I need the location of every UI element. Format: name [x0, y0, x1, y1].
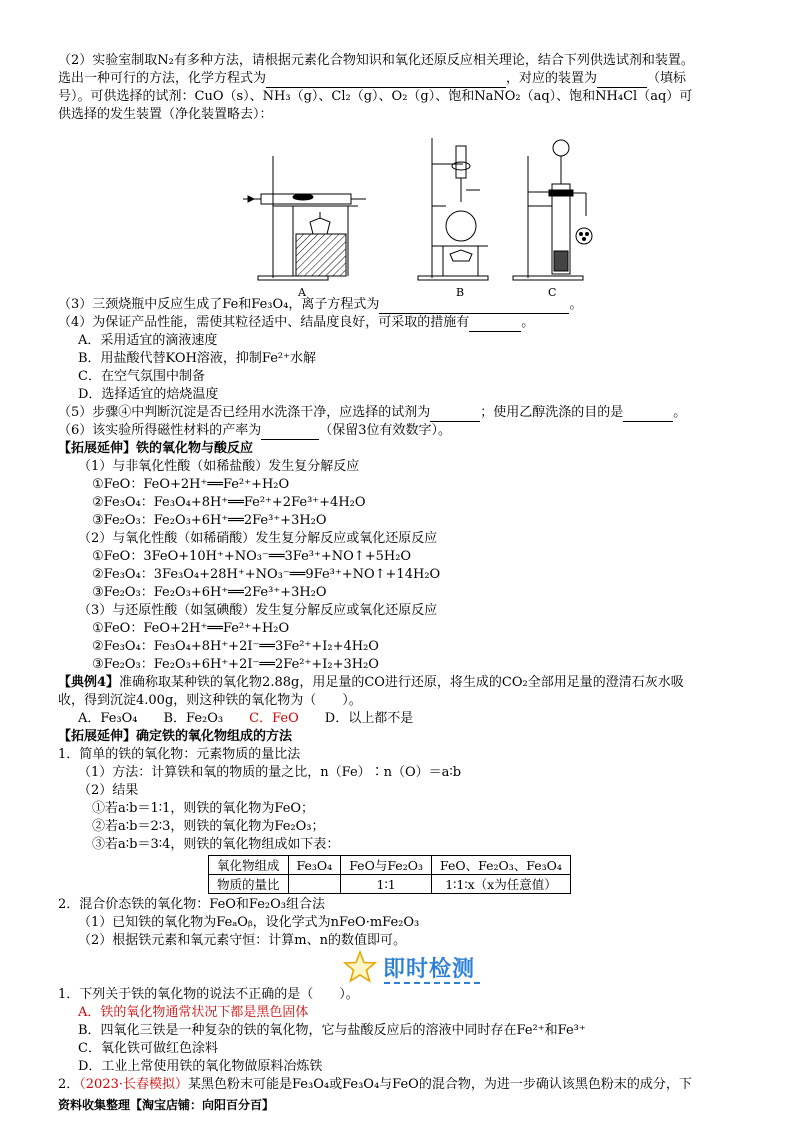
- q3: [58, 296, 748, 314]
- example4-option-a[interactable]: A．Fe₃O₄: [78, 711, 138, 726]
- q3-text: （3）三颈烧瓶中反应生成了Fe和Fe₃O₄，离子方程式为: [58, 297, 380, 312]
- q6: [58, 422, 748, 440]
- table-cell: [288, 875, 341, 894]
- q5-text-2: ；使用乙醇洗涤的目的是: [480, 405, 624, 420]
- q4-option-a: A．采用适宜的滴液速度: [78, 333, 218, 348]
- q6-answer-blank[interactable]: [261, 425, 319, 440]
- check-q2-source: （2023·长春模拟）: [79, 1077, 188, 1092]
- ext2-mixed-2: （2）根据铁元素和氧元素守恒：计算m、n的数值即可。: [78, 933, 406, 948]
- extension-title-1: 【拓展延伸】铁的氧化物与酸反应: [58, 441, 254, 456]
- table-cell: 1∶1: [341, 875, 432, 894]
- ext1-g1-item-3: ③Fe₂O₃：Fe₂O₃+6H⁺══2Fe³⁺+3H₂O: [92, 513, 327, 528]
- q3-tail: 。: [569, 297, 583, 312]
- check-q2-number: 2．: [58, 1077, 80, 1092]
- ext1-g1-item-2: ②Fe₃O₄：Fe₃O₄+8H⁺══Fe²⁺+2Fe³⁺+4H₂O: [92, 495, 366, 510]
- q4-text: （4）为保证产品性能，需使其粒径适中、结晶度良好，可采取的措施有: [58, 315, 470, 330]
- example4-line2: 收，得到沉淀4.00g，则这种铁的氧化物为（ ）。: [58, 693, 362, 708]
- q5-answer-blank-1[interactable]: [430, 407, 480, 422]
- ext1-g2-item-1: ①FeO：3FeO+10H⁺+NO₃⁻══3Fe³⁺+NO↑+5H₂O: [92, 549, 412, 564]
- check-q1-option-a-answer[interactable]: A．铁的氧化物通常状况下都是黑色固体: [78, 1005, 309, 1020]
- apparatus-a-drawing: [243, 156, 366, 280]
- oxide-composition-table: [208, 855, 571, 894]
- ext2-result-3: ③若a∶b＝3∶4，则铁的氧化物组成如下表：: [92, 837, 340, 852]
- ext2-mixed-1: （1）已知铁的氧化物为FeₐOᵦ，设化学式为nFeO·mFe₂O₃: [78, 915, 420, 930]
- q2-line4: 供选择的发生装置（净化装置略去）：: [58, 107, 273, 122]
- example4-options: [58, 710, 748, 728]
- example4-option-c-answer[interactable]: C．FeO: [249, 711, 299, 726]
- apparatus-label-c: C: [548, 286, 557, 299]
- example4-label: 【典例4】: [58, 675, 120, 690]
- q2-line2: [58, 70, 748, 88]
- apparatus-label-a: A: [298, 286, 306, 299]
- q2-prompt-tail: （填标: [647, 71, 687, 86]
- check-q2-text: 某黑色粉末可能是Fe₃O₄或Fe₃O₄与FeO的混合物，为进一步确认该黑色粉末的成分，下: [188, 1077, 692, 1092]
- ext1-group1-heading: （1）与非氧化性酸（如稀盐酸）发生复分解反应: [78, 459, 360, 474]
- q2-line3: 号）。可供选择的试剂：CuO（s）、NH₃（g）、Cl₂（g）、O₂（g）、饱和NaNO₂（aq）、饱和NH₄Cl（aq）可: [58, 89, 693, 104]
- ext1-g3-item-3: ③Fe₂O₃：Fe₂O₃+6H⁺+2I⁻══2Fe²⁺+I₂+3H₂O: [92, 657, 379, 672]
- q2-prompt: 选出一种可行的方法，化学方程式为: [58, 71, 267, 86]
- q4-option-c: C．在空气氛围中制备: [78, 369, 205, 384]
- example4-line1: [58, 674, 748, 692]
- quick-check-title: 即时检测: [383, 956, 476, 982]
- apparatus-figure: [58, 126, 748, 299]
- ext1-g2-item-2: ②Fe₃O₄：3Fe₃O₄+28H⁺+NO₃⁻══9Fe³⁺+NO↑+14H₂O: [92, 567, 441, 582]
- q5-tail: 。: [673, 405, 687, 420]
- document-page: [58, 52, 748, 1094]
- q6-tail: （保留3位有效数字）。: [319, 423, 452, 438]
- ext2-result-1: ①若a∶b＝1∶1，则铁的氧化物为FeO；: [92, 801, 315, 816]
- equation-answer-blank[interactable]: [266, 73, 506, 88]
- check-q1-option-c[interactable]: C．氧化铁可做红色涂料: [78, 1041, 218, 1056]
- title-underline: [384, 982, 480, 984]
- extension-title-2: 【拓展延伸】确定铁的氧化物组成的方法: [58, 729, 293, 744]
- q4-answer-blank[interactable]: [469, 317, 521, 332]
- q3-answer-blank[interactable]: [379, 299, 569, 314]
- ext2-result-2: ②若a∶b＝2∶3，则铁的氧化物为Fe₂O₃；: [92, 819, 325, 834]
- ext1-group3-heading: （3）与还原性酸（如氢碘酸）发生复分解反应或氧化还原反应: [78, 603, 438, 618]
- ext1-g1-item-1: ①FeO：FeO+2H⁺══Fe²⁺+H₂O: [92, 477, 290, 492]
- q4-option-b: B．用盐酸代替KOH溶液，抑制Fe²⁺水解: [78, 351, 316, 366]
- table-cell: 物质的量比: [209, 875, 289, 894]
- check-q1-stem: 1．下列关于铁的氧化物的说法不正确的是（ ）。: [58, 987, 359, 1002]
- quick-check-banner: [58, 950, 748, 986]
- example4-option-b[interactable]: B．Fe₂O₃: [163, 711, 224, 726]
- star-icon: [343, 950, 377, 984]
- apparatus-drawing: [58, 126, 618, 286]
- q5-answer-blank-2[interactable]: [623, 407, 673, 422]
- check-q2: [58, 1076, 748, 1094]
- q5: [58, 404, 748, 422]
- table-row: [209, 875, 571, 894]
- ext1-g3-item-1: ①FeO：FeO+2H⁺══Fe²⁺+H₂O: [92, 621, 290, 636]
- footer-source: 资料收集整理【淘宝店铺：向阳百分百】: [58, 1098, 275, 1112]
- table-cell: 1∶1∶x（x为任意值）: [431, 875, 570, 894]
- ext2-result-heading: （2）结果: [78, 783, 139, 798]
- q6-text: （6）该实验所得磁性材料的产率为: [58, 423, 262, 438]
- apparatus-label-b: B: [456, 286, 465, 299]
- ext2-section1: 1．简单的铁的氧化物：元素物质的量比法: [58, 747, 301, 762]
- table-cell: FeO、Fe₂O₃、Fe₃O₄: [431, 856, 570, 875]
- q4-tail: 。: [521, 315, 535, 330]
- apparatus-answer-blank[interactable]: [597, 73, 647, 88]
- q4-option-d: D．选择适宜的焙烧温度: [78, 387, 219, 402]
- check-q1-option-d[interactable]: D．工业上常使用铁的氧化物做原料冶炼铁: [78, 1059, 323, 1074]
- example4-text: 准确称取某种铁的氧化物2.88g，用足量的CO进行还原，将生成的CO₂全部用足量的澄清石灰水吸: [119, 675, 684, 690]
- q2-prompt-apparatus: ，对应的装置为: [506, 71, 598, 86]
- example4-option-d[interactable]: D．以上都不是: [324, 711, 414, 726]
- table-row: [209, 856, 571, 875]
- table-cell: Fe₃O₄: [288, 856, 341, 875]
- apparatus-b-drawing: [418, 138, 488, 280]
- ext1-group2-heading: （2）与氧化性酸（如稀硝酸）发生复分解反应或氧化还原反应: [78, 531, 438, 546]
- q2-line1: （2）实验室制取N₂有多种方法，请根据元素化合物知识和氧化还原反应相关理论，结合下列供选试剂和装置。: [58, 53, 694, 68]
- check-q1-option-b[interactable]: B．四氧化三铁是一种复杂的铁的氧化物，它与盐酸反应后的溶液中同时存在Fe²⁺和Fe³⁺: [78, 1023, 586, 1038]
- ext2-section2: 2．混合价态铁的氧化物：FeO和Fe₂O₃组合法: [58, 897, 326, 912]
- ext2-method: （1）方法：计算铁和氧的物质的量之比，n（Fe）∶n（O）＝a∶b: [78, 765, 462, 780]
- apparatus-c-drawing: [513, 140, 592, 280]
- q4: [58, 314, 748, 332]
- q5-text: （5）步骤④中判断沉淀是否已经用水洗涤干净，应选择的试剂为: [58, 405, 431, 420]
- ext1-g2-item-3: ③Fe₂O₃：Fe₂O₃+6H⁺══2Fe³⁺+3H₂O: [92, 585, 327, 600]
- table-cell: 氧化物组成: [209, 856, 289, 875]
- ext1-g3-item-2: ②Fe₃O₄：Fe₃O₄+8H⁺+2I⁻══3Fe²⁺+I₂+4H₂O: [92, 639, 379, 654]
- table-cell: FeO与Fe₂O₃: [341, 856, 432, 875]
